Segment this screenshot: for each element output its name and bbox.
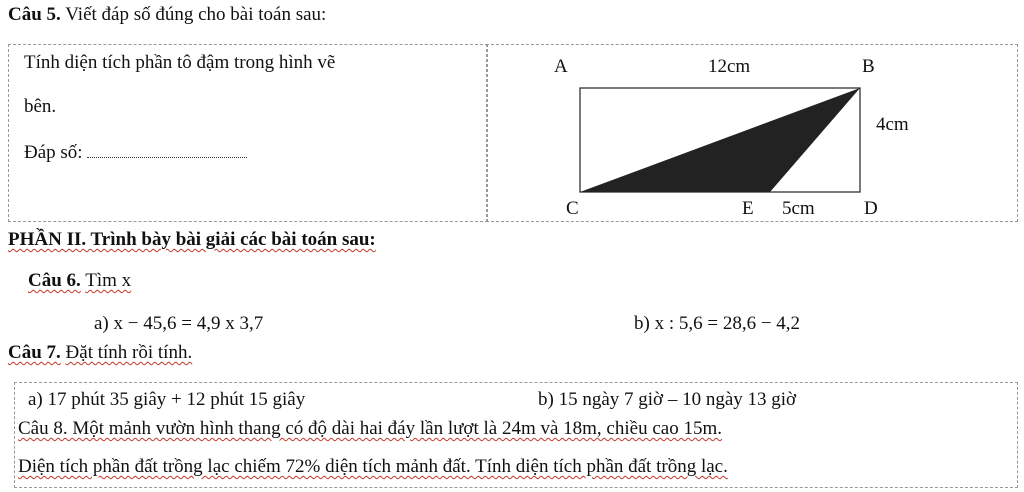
q6-header xyxy=(28,270,131,292)
label-c: C xyxy=(566,198,579,219)
part2-title: PHẦN II. Trình bày bài giải các bài toán sau: xyxy=(8,229,376,250)
q6-title: Tìm x xyxy=(85,270,132,291)
q8-line2: Diện tích phần đất trồng lạc chiếm 72% diện tích mảnh đất. Tính diện tích phần đất trồng lạc. xyxy=(18,456,728,477)
label-d: D xyxy=(864,198,878,219)
q7-label: Câu 7. xyxy=(8,342,61,363)
answer-label: Đáp số: xyxy=(24,142,83,163)
q5-answer xyxy=(24,142,247,164)
q5-line1: Tính diện tích phần tô đậm trong hình vẽ xyxy=(24,52,336,73)
label-e: E xyxy=(742,198,754,219)
q7-part-a: a) 17 phút 35 giây + 12 phút 15 giây xyxy=(28,389,306,410)
label-side-length: 4cm xyxy=(876,114,909,135)
q5-label: Câu 5. xyxy=(8,4,61,25)
rectangle-figure xyxy=(486,44,1016,220)
q7-header xyxy=(8,342,192,364)
answer-blank[interactable] xyxy=(87,143,247,158)
label-a: A xyxy=(554,56,568,77)
q6-label: Câu 6. xyxy=(28,270,81,291)
shaded-triangle xyxy=(580,88,860,192)
label-b: B xyxy=(862,56,875,77)
q7-title: Đặt tính rồi tính. xyxy=(65,342,193,363)
q8-line1: Câu 8. Một mảnh vườn hình thang có độ dài hai đáy lần lượt là 24m và 18m, chiều cao 15m. xyxy=(18,418,722,439)
label-ed-length: 5cm xyxy=(782,198,815,219)
q6-part-a: a) x − 45,6 = 4,9 x 3,7 xyxy=(94,313,264,334)
label-top-length: 12cm xyxy=(708,56,751,77)
q5-title: Viết đáp số đúng cho bài toán sau: xyxy=(65,4,327,25)
q7-part-b: b) 15 ngày 7 giờ – 10 ngày 13 giờ xyxy=(538,389,797,410)
q5-line2: bên. xyxy=(24,96,57,117)
q6-part-b: b) x : 5,6 = 28,6 − 4,2 xyxy=(634,313,801,334)
q5-header xyxy=(8,4,326,26)
